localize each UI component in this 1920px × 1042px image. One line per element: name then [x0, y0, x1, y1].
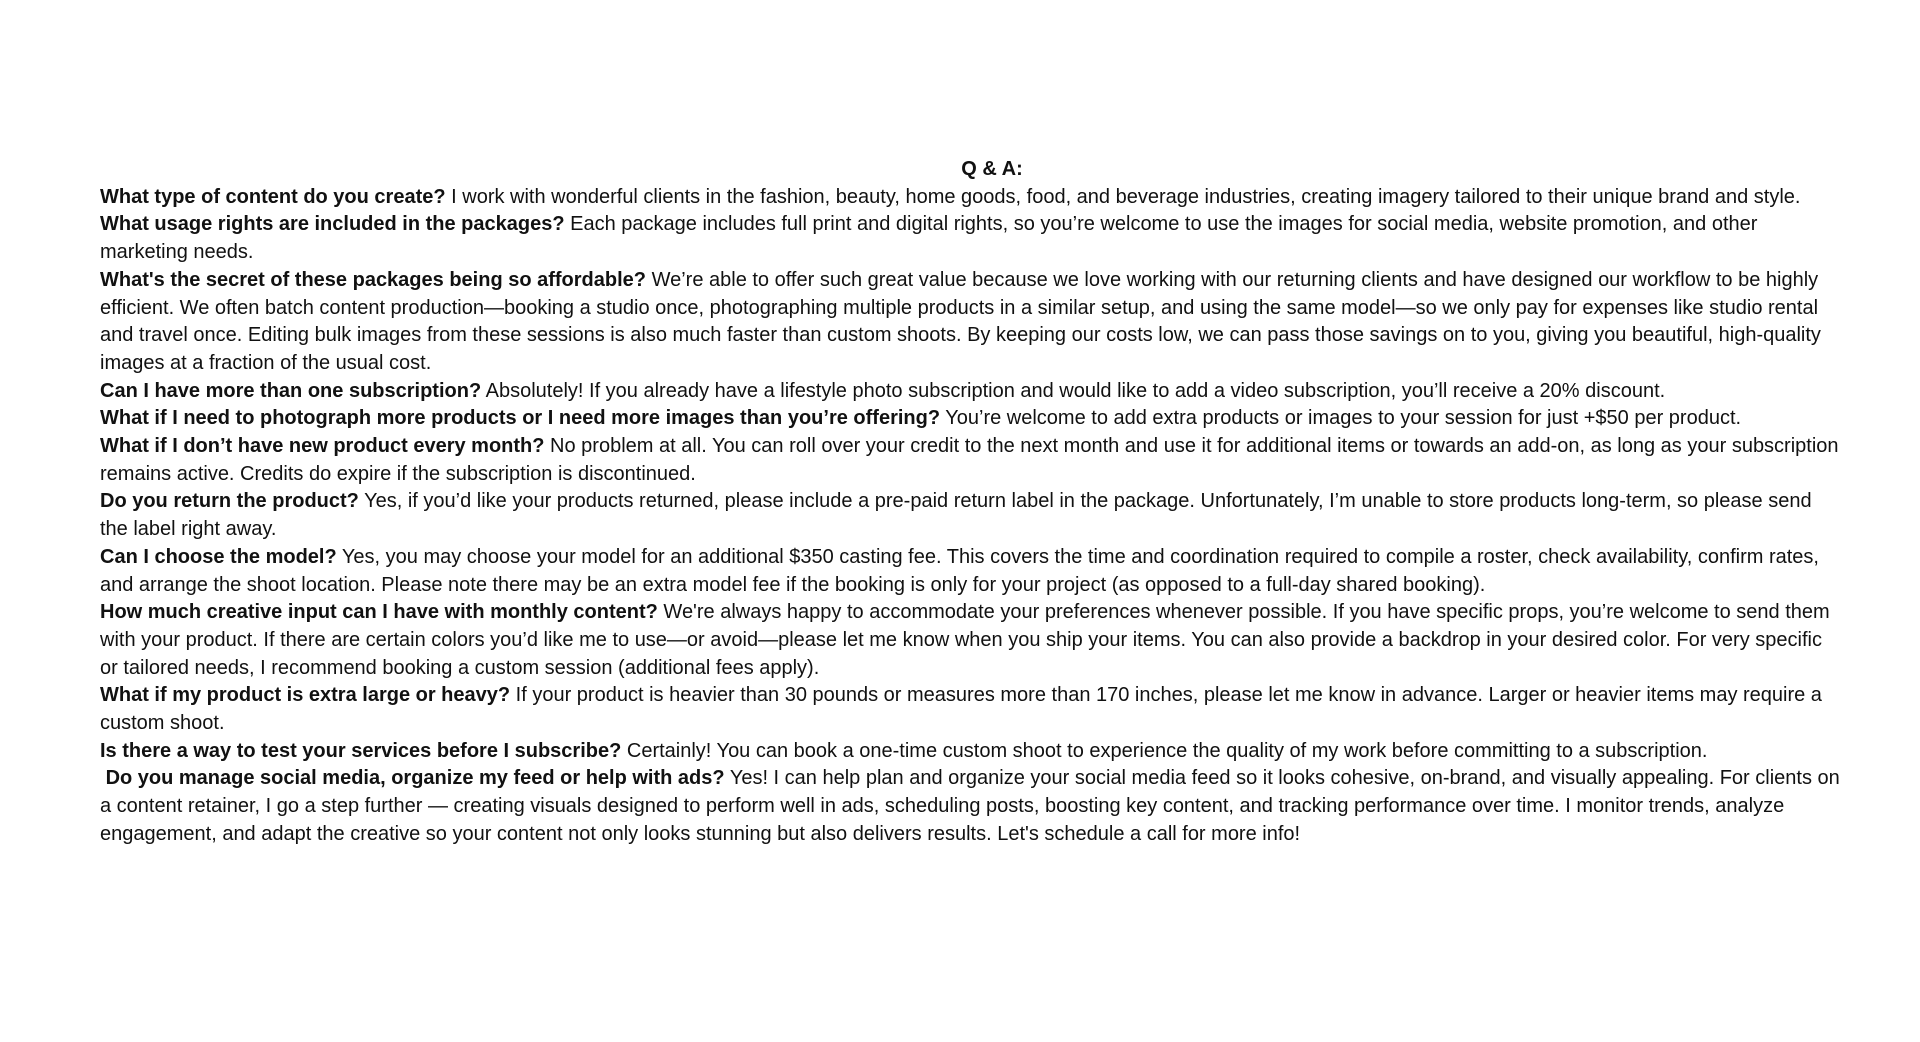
faq-question: What if I don’t have new product every month?	[100, 435, 545, 458]
faq-answer: Yes, if you’d like your products returned, please include a pre-paid return label in the package. Unfortunately, I’m unable to store products long-term, so please send the label right away.	[100, 490, 1812, 541]
faq-answer: Yes! I can help plan and organize your social media feed so it looks cohesive, on-brand, and visually appealing. For clients on a content retainer, I go a step further — creating visuals designed to perform well in ads, scheduling posts, boosting key content, and tracking performance over time. I monitor trends, analyze engagement, and adapt the creative so your content not only looks stunning but also delivers results. Let's schedule a call for more info!	[100, 767, 1840, 845]
faq-question: What type of content do you create?	[100, 185, 446, 208]
faq-item	[100, 765, 1840, 848]
faq-answer: Absolutely! If you already have a lifestyle photo subscription and would like to add a video subscription, you’ll receive a 20% discount.	[485, 379, 1666, 402]
faq-answer: Yes, you may choose your model for an additional $350 casting fee. This covers the time and coordination required to compile a roster, check availability, confirm rates, and arrange the shoot location. Please note there may be an extra model fee if the booking is only for your project (as opposed to a full-day shared booking).	[100, 545, 1819, 596]
faq-item	[100, 488, 1840, 543]
faq-item	[100, 738, 1840, 766]
faq-answer: If your product is heavier than 30 pounds or measures more than 170 inches, please let me know in advance. Larger or heavier items may require a custom shoot.	[100, 684, 1822, 735]
faq-question: Can I choose the model?	[100, 545, 337, 568]
faq-item	[100, 544, 1840, 599]
faq-item	[100, 211, 1840, 266]
faq-question: How much creative input can I have with monthly content?	[100, 601, 658, 624]
faq-item	[100, 433, 1840, 488]
page-title: Q & A:	[961, 158, 1023, 180]
faq-question: What usage rights are included in the packages?	[100, 213, 565, 236]
faq-question: Do you manage social media, organize my feed or help with ads?	[105, 767, 725, 790]
faq-item	[100, 378, 1840, 406]
faq-item	[100, 267, 1840, 378]
faq-question: Do you return the product?	[100, 490, 359, 513]
faq-answer: No problem at all. You can roll over your credit to the next month and use it for additional items or towards an add-on, as long as your subscription remains active. Credits do expire if the subscription is discontinued.	[100, 435, 1839, 485]
faq-item	[100, 184, 1840, 212]
faq-question: Is there a way to test your services before I subscribe?	[100, 739, 622, 762]
faq-section	[100, 156, 1840, 849]
faq-question: What if I need to photograph more products or I need more images than you’re offering?	[100, 407, 941, 430]
faq-item	[100, 599, 1840, 682]
faq-answer: I work with wonderful clients in the fashion, beauty, home goods, food, and beverage industries, creating imagery tailored to their unique brand and style.	[451, 185, 1801, 208]
faq-answer: We’re able to offer such great value because we love working with our returning clients and have designed our workflow to be highly efficient. We often batch content production—booking a studio once, photographing multiple products in a similar setup, and using the same model—so we only pay for expenses like studio rental and travel once. Editing bulk images from these sessions is also much faster than custom shoots. By keeping our costs low, we can pass those savings on to you, giving you beautiful, high-quality images at a fraction of the usual cost.	[100, 268, 1821, 374]
faq-question: What if my product is extra large or heavy?	[100, 684, 511, 707]
faq-answer: Each package includes full print and digital rights, so you’re welcome to use the images for social media, website promotion, and other marketing needs.	[100, 213, 1758, 264]
faq-question: What's the secret of these packages being so affordable?	[100, 268, 647, 291]
faq-answer: We're always happy to accommodate your preferences whenever possible. If you have specific props, you’re welcome to send them with your product. If there are certain colors you’d like me to use—or avoid—please let me know when you ship your items. You can also provide a backdrop in your desired color. For very specific or tailored needs, I recommend booking a custom session (additional fees apply).	[100, 601, 1830, 679]
faq-question: Can I have more than one subscription?	[100, 379, 482, 402]
faq-answer: You’re welcome to add extra products or images to your session for just +$50 per product.	[945, 407, 1742, 430]
faq-answer: Certainly! You can book a one-time custom shoot to experience the quality of my work before committing to a subscription.	[626, 739, 1708, 762]
faq-item	[100, 682, 1840, 737]
faq-item	[100, 405, 1840, 433]
